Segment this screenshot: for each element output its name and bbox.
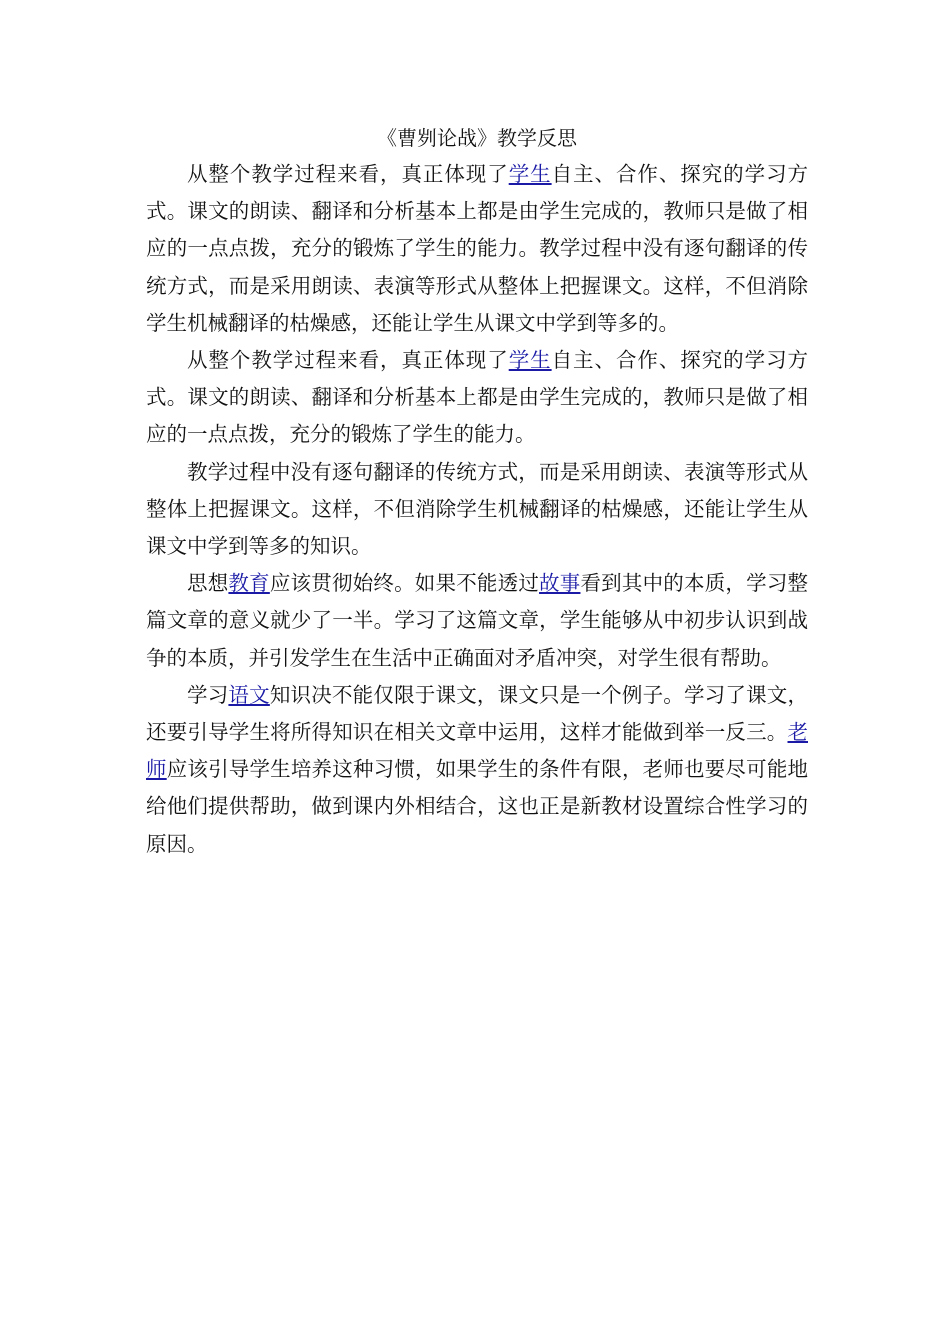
- link-student[interactable]: 学生: [508, 162, 552, 186]
- paragraph-2: [146, 342, 808, 454]
- link-story[interactable]: 故事: [539, 571, 581, 596]
- link-teacher[interactable]: 老师: [146, 720, 808, 782]
- link-student[interactable]: 学生: [508, 348, 552, 373]
- paragraph-5: [146, 677, 808, 863]
- paragraph-text: 思想: [187, 571, 229, 596]
- document-title: 《曹刿论战》教学反思: [377, 126, 577, 150]
- paragraph-text: 看到其中的本质，学习整篇文章的意义就少了一半。学习了这篇文章，学生能够从中初步认识到战争的本质，并引发学生在生活中正确面对矛盾冲突，对学生很有帮助。: [146, 571, 809, 670]
- paragraph-text: 教学过程中没有逐句翻译的传统方式，而是采用朗读、表演等形式从整体上把握课文。这样，不但消除学生机械翻译的枯燥感，还能让学生从课文中学到等多的知识。: [146, 459, 808, 559]
- paragraph-text: 应该贯彻始终。如果不能透过: [269, 571, 540, 596]
- link-chinese[interactable]: 语文: [228, 682, 270, 707]
- paragraph-text: 自主、合作、探究的学习方式。课文的朗读、翻译和分析基本上都是由学生完成的，教师只是做了相应的一点点拨，充分的锻炼了学生的能力。教学过程中没有逐句翻译的传统方式，而是采用朗读、表演等形式从整体上把握课文。这样，不但消除学生机械翻译的枯燥感，还能让学生从课文中学到等多的。: [146, 162, 809, 335]
- paragraph-text: 知识决不能仅限于课文，课文只是一个例子。学习了课文，还要引导学生将所得知识在相关文章中运用，这样才能做到举一反三。: [146, 682, 809, 745]
- link-education[interactable]: 教育: [228, 571, 270, 596]
- paragraph-text: 学习: [187, 682, 229, 707]
- paragraph-text: 从整个教学过程来看，真正体现了: [187, 162, 509, 186]
- paragraph-text: 自主、合作、探究的学习方式。课文的朗读、翻译和分析基本上都是由学生完成的，教师只是做了相应的一点点拨，充分的锻炼了学生的能力。: [146, 348, 809, 447]
- paragraph-text: 应该引导学生培养这种习惯，如果学生的条件有限，老师也要尽可能地给他们提供帮助，做到课内外相结合，这也正是新教材设置综合性学习的原因。: [146, 757, 809, 856]
- paragraph-3: [146, 454, 808, 566]
- document-page: [146, 120, 808, 863]
- paragraph-text: 从整个教学过程来看，真正体现了: [187, 348, 509, 373]
- paragraph-4: [146, 565, 808, 677]
- paragraph-1: [146, 156, 808, 342]
